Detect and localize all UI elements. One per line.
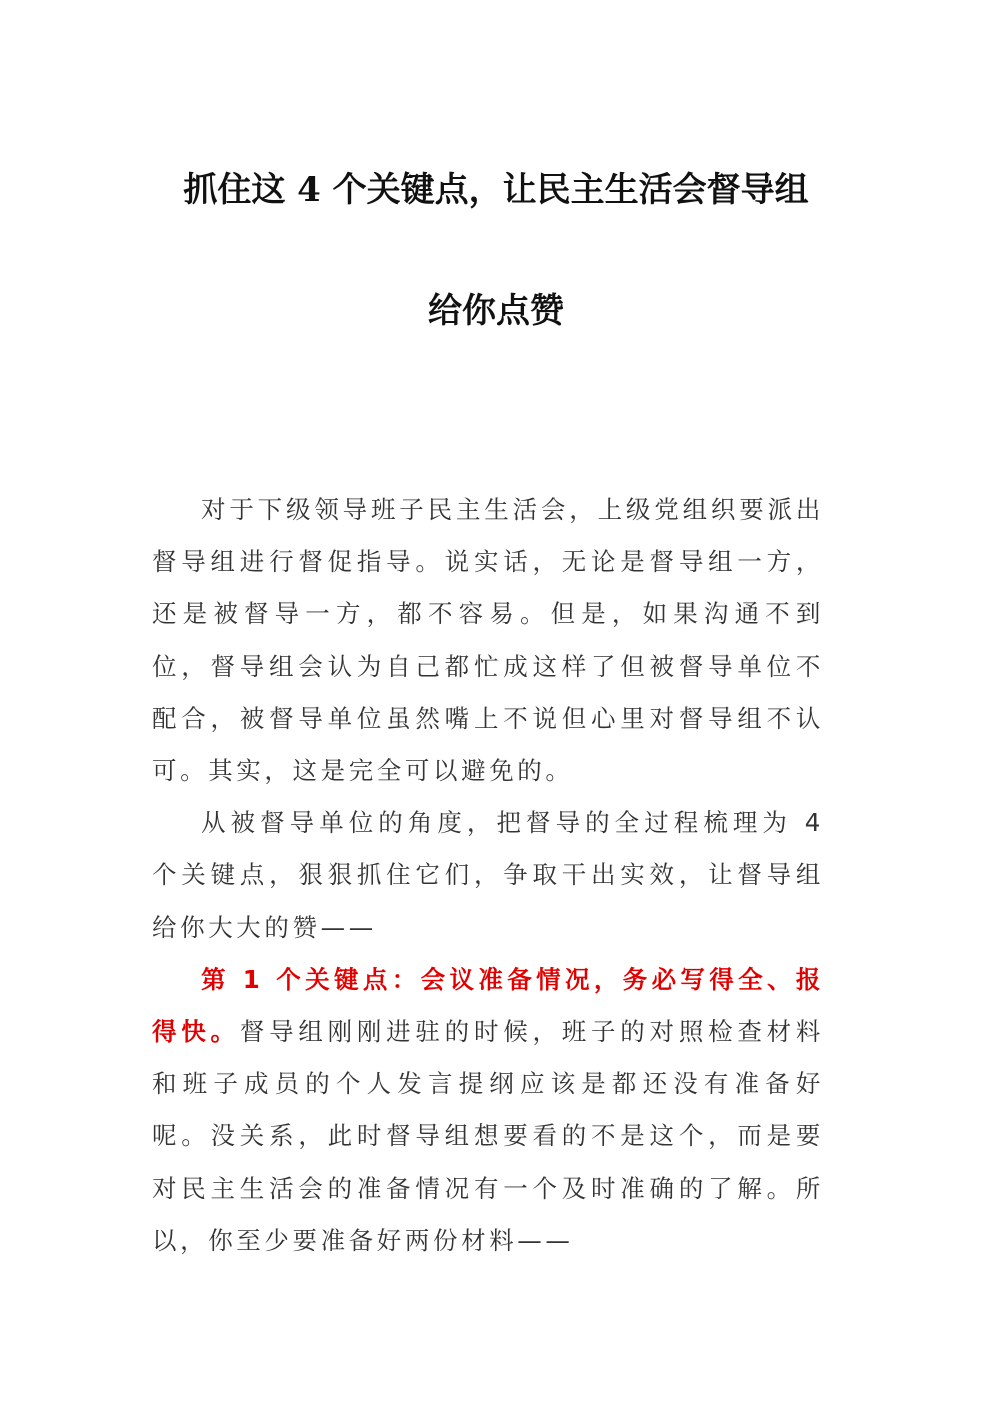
document-title-line-2: 给你点赞 [428,291,564,331]
document-body [152,484,824,1267]
paragraph-key-point-1 [152,954,824,1267]
document-title-line-1: 抓住这 4 个关键点，让民主生活会督导组 [183,170,809,210]
key-point-1-heading: 第 1 个关键点：会议准备情况，务必写得全、报得快。 [152,964,824,1047]
paragraph-intro [152,484,824,797]
paragraph-intro-text: 对于下级领导班子民主生活会，上级党组织要派出督导组进行督促指导。说实话，无论是督导组一方，还是被督导一方，都不容易。但是，如果沟通不到位，督导组会认为自己都忙成这样了但被督导单位不配合，被督导单位虽然嘴上不说但心里对督导组不认可。其实，这是完全可以避免的。 [152,495,824,786]
key-point-1-text: 督导组刚刚进驻的时候，班子的对照检查材料和班子成员的个人发言提纲应该是都还没有准备好呢。没关系，此时督导组想要看的不是这个，而是要对民主生活会的准备情况有一个及时准确的了解。所以，你至少要准备好两份材料—— [152,1017,824,1255]
paragraph-overview [152,797,824,954]
paragraph-overview-text: 从被督导单位的角度，把督导的全过程梳理为 4 个关键点，狠狠抓住它们，争取干出实效，让督导组给你大大的赞—— [152,808,824,942]
